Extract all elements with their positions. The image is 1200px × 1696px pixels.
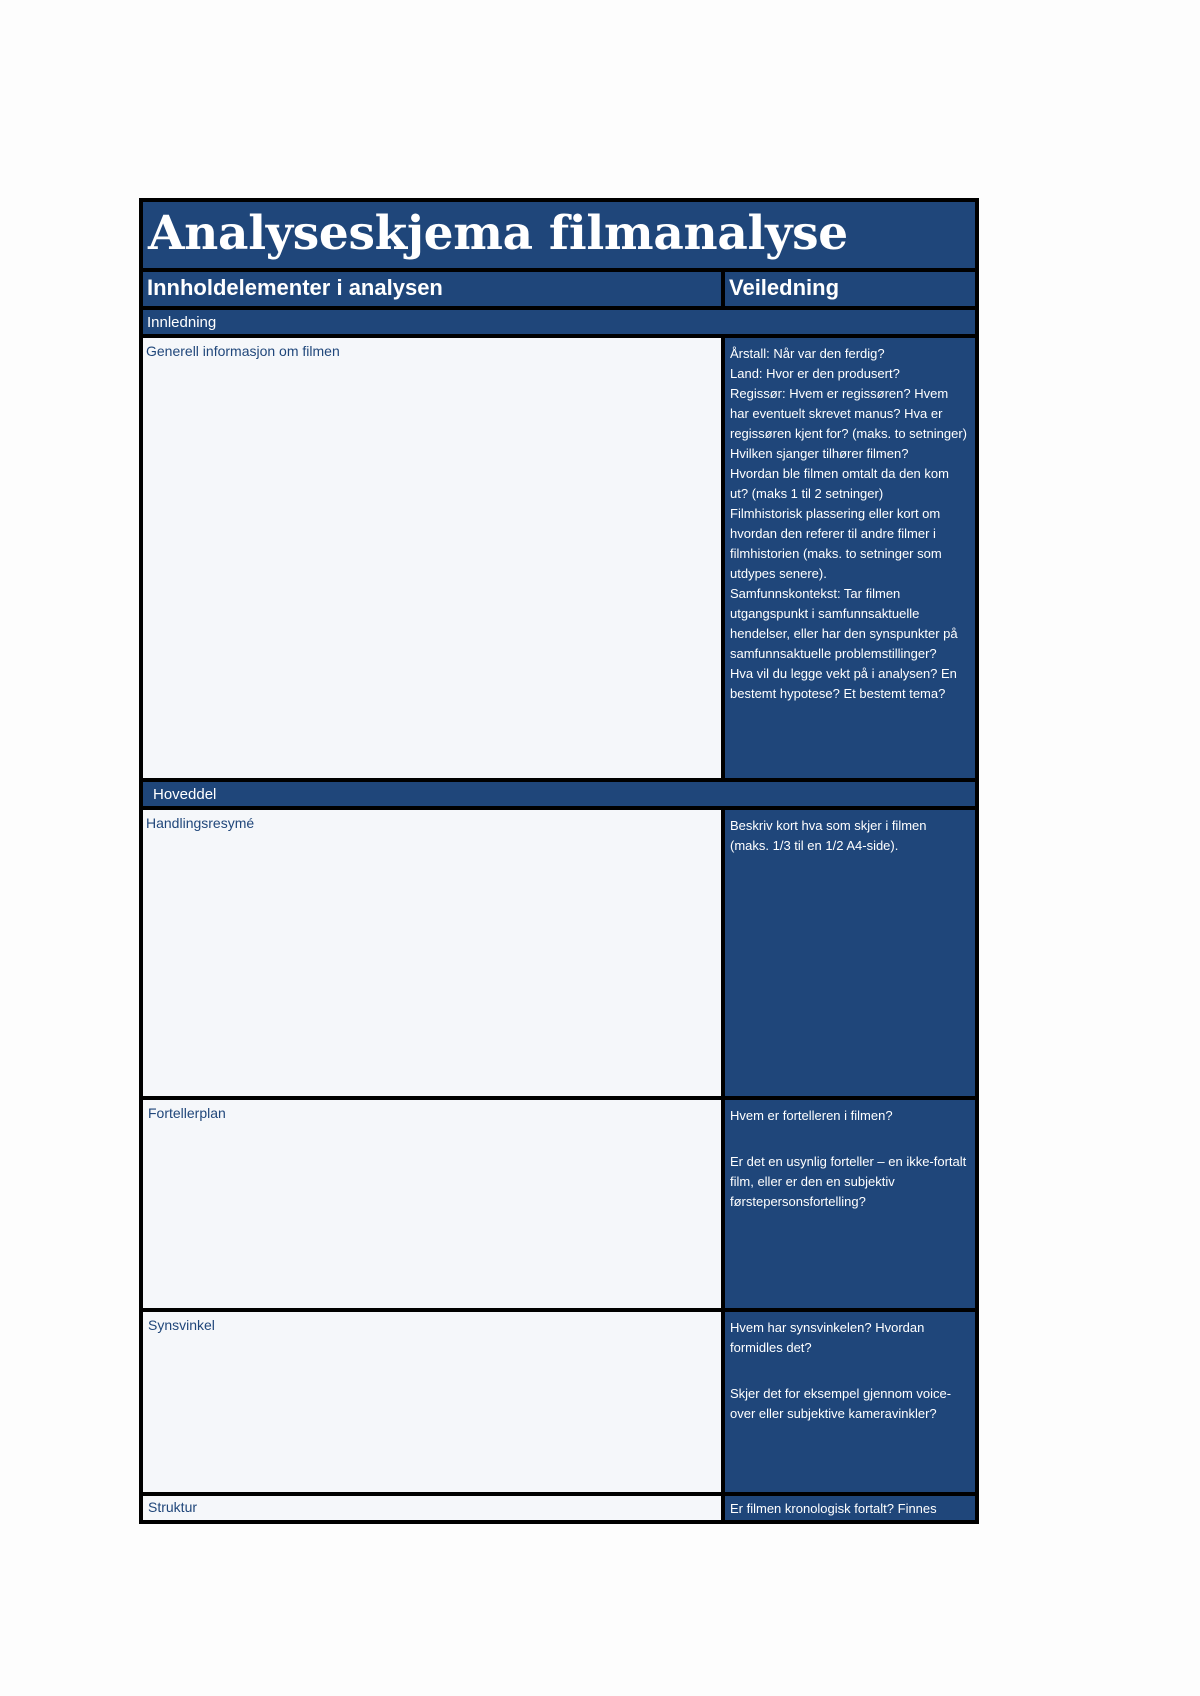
analysis-form xyxy=(139,198,979,1524)
column-header-elements: Innholdelementer i analysen xyxy=(143,272,721,306)
guide-director: Regissør: Hvem er regissøren? Hvem har eventuelt skrevet manus? Hva er regissøren kjent for? (maks. to setninger) xyxy=(730,386,967,441)
structure-field[interactable] xyxy=(143,1496,721,1520)
general-info-guidance xyxy=(725,338,975,778)
structure-label: Struktur xyxy=(148,1499,198,1515)
point-of-view-label: Synsvinkel xyxy=(148,1317,215,1333)
form-title: Analyseskjema filmanalyse xyxy=(143,202,975,268)
guide-focus: Hva vil du legge vekt på i analysen? En bestemt hypotese? Et bestemt tema? xyxy=(730,666,957,701)
guide-genre: Hvilken sjanger tilhører filmen? xyxy=(730,446,909,461)
structure-guidance xyxy=(725,1496,975,1520)
guide-pov-who: Hvem har synsvinkelen? Hvordan formidles det? xyxy=(730,1320,925,1355)
section-innledning: Innledning xyxy=(143,310,975,334)
plot-summary-guidance xyxy=(725,810,975,1096)
section-hoveddel: Hoveddel xyxy=(143,782,975,806)
column-header-guidance: Veiledning xyxy=(725,272,975,306)
plot-summary-label: Handlingsresymé xyxy=(146,815,255,831)
narrator-label: Fortellerplan xyxy=(148,1105,226,1121)
point-of-view-guidance xyxy=(725,1312,975,1492)
guide-structure: Er filmen kronologisk fortalt? Finnes xyxy=(730,1501,937,1516)
guide-narrator-who: Hvem er fortelleren i filmen? xyxy=(730,1108,893,1123)
guide-film-history: Filmhistorisk plassering eller kort om hvordan den referer til andre filmer i filmhistorien (maks. to setninger som utdypes senere). xyxy=(730,506,942,581)
general-info-field[interactable] xyxy=(143,338,721,778)
guide-narrator-type: Er det en usynlig forteller – en ikke-fortalt film, eller er den en subjektiv førstepersonsfortelling? xyxy=(730,1154,967,1209)
guide-society-context: Samfunnskontekst: Tar filmen utgangspunkt i samfunnsaktuelle hendelser, eller har den synspunkter på samfunnsaktuelle problemstillinger? xyxy=(730,586,958,661)
guide-plot: Beskriv kort hva som skjer i filmen (maks. 1/3 til en 1/2 A4-side). xyxy=(730,818,927,853)
guide-pov-how: Skjer det for eksempel gjennom voice-over eller subjektive kameravinkler? xyxy=(730,1386,952,1421)
guide-reception: Hvordan ble filmen omtalt da den kom ut? (maks 1 til 2 setninger) xyxy=(730,466,949,501)
guide-country: Land: Hvor er den produsert? xyxy=(730,366,900,381)
general-info-label: Generell informasjon om filmen xyxy=(146,343,340,359)
narrator-field[interactable] xyxy=(143,1100,721,1308)
narrator-guidance xyxy=(725,1100,975,1308)
plot-summary-field[interactable] xyxy=(143,810,721,1096)
point-of-view-field[interactable] xyxy=(143,1312,721,1492)
guide-year: Årstall: Når var den ferdig? xyxy=(730,346,885,361)
